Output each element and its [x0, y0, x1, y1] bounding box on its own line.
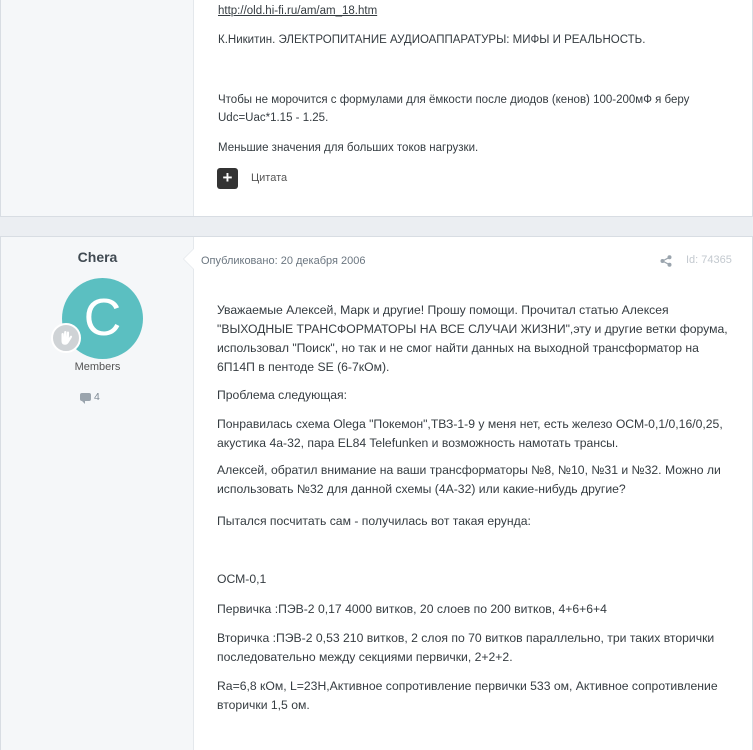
- member-group-label: Members: [74, 361, 121, 373]
- multiquote-plus-button[interactable]: +: [217, 168, 238, 189]
- text-line: Чтобы не морочится с формулами для ёмкости после диодов (кенов) 100-200мФ я беру: [218, 94, 690, 106]
- share-icon[interactable]: [660, 255, 672, 267]
- post-content: [194, 0, 752, 216]
- post-count-value: 4: [94, 391, 100, 403]
- post-paragraph: Уважаемые Алексей, Марк и другие! Прошу помощи. Прочитал статью Алексея "ВЫХОДНЫЕ ТРАНСФОРМАТОРЫ НА ВСЕ СЛУЧАИ ЖИЗНИ",эту и другие ветки форума, использовал "Поиск", но так и не смог найти данных на выходной трансформатор на 6П14П в пентоде SE (6-7кОм).: [217, 303, 728, 374]
- post-paragraph: Вторичка :ПЭВ-2 0,53 210 витков, 2 слоя по 70 витков параллельно, три таких вторички последовательно между секциями первички, 2+2+2.: [217, 631, 715, 664]
- post-date[interactable]: Опубликовано: 20 декабря 2006: [201, 255, 366, 267]
- comment-icon: [80, 393, 91, 401]
- post-paragraph: Пытался посчитать сам - получилась вот такая ерунда:: [217, 514, 531, 528]
- speech-arrow: [184, 249, 194, 269]
- quote-button[interactable]: Цитата: [251, 172, 288, 184]
- text-line: Меньшие значения для больших токов нагрузки.: [218, 142, 479, 154]
- hand-icon: [57, 329, 75, 347]
- post-id[interactable]: Id: 74365: [686, 254, 732, 266]
- post-paragraph: ОСМ-0,1: [217, 572, 267, 586]
- text-line: Udc=Uac*1.15 - 1.25.: [218, 112, 329, 124]
- post-chera: [0, 236, 753, 750]
- post-paragraph: Проблема следующая:: [217, 388, 348, 402]
- post-paragraph: Первичка :ПЭВ-2 0,17 4000 витков, 20 слоев по 200 витков, 4+6+6+4: [217, 602, 607, 616]
- article-title: К.Никитин. ЭЛЕКТРОПИТАНИЕ АУДИОАППАРАТУРЫ: МИФЫ И РЕАЛЬНОСТЬ.: [218, 34, 646, 46]
- post-paragraph: Алексей, обратил внимание на ваши трансформаторы №8, №10, №31 и №32. Можно ли использовать №32 для данной схемы (4А-32) или какие-нибудь другие?: [217, 463, 721, 496]
- author-column: [1, 237, 194, 750]
- article-link[interactable]: http://old.hi-fi.ru/am/am_18.htm: [218, 5, 378, 17]
- author-name[interactable]: Chera: [77, 249, 118, 265]
- post-paragraph: Ra=6,8 кОм, L=23Н,Активное сопротивление первички 533 ом, Активное сопротивление вторички 1,5 ом.: [217, 679, 718, 712]
- avatar[interactable]: C: [62, 278, 143, 359]
- post-previous: [0, 0, 753, 217]
- rank-badge-icon: [51, 323, 81, 353]
- post-count: [80, 391, 100, 403]
- post-paragraph: Понравилась схема Olega "Покемон",ТВЗ-1-9 у меня нет, есть железо ОСМ-0,1/0,16/0,25, акустика 4а-32, пара EL84 Telefunken и возможность намотать трансы.: [217, 417, 723, 450]
- post-content: [194, 237, 752, 750]
- author-column: [1, 0, 194, 216]
